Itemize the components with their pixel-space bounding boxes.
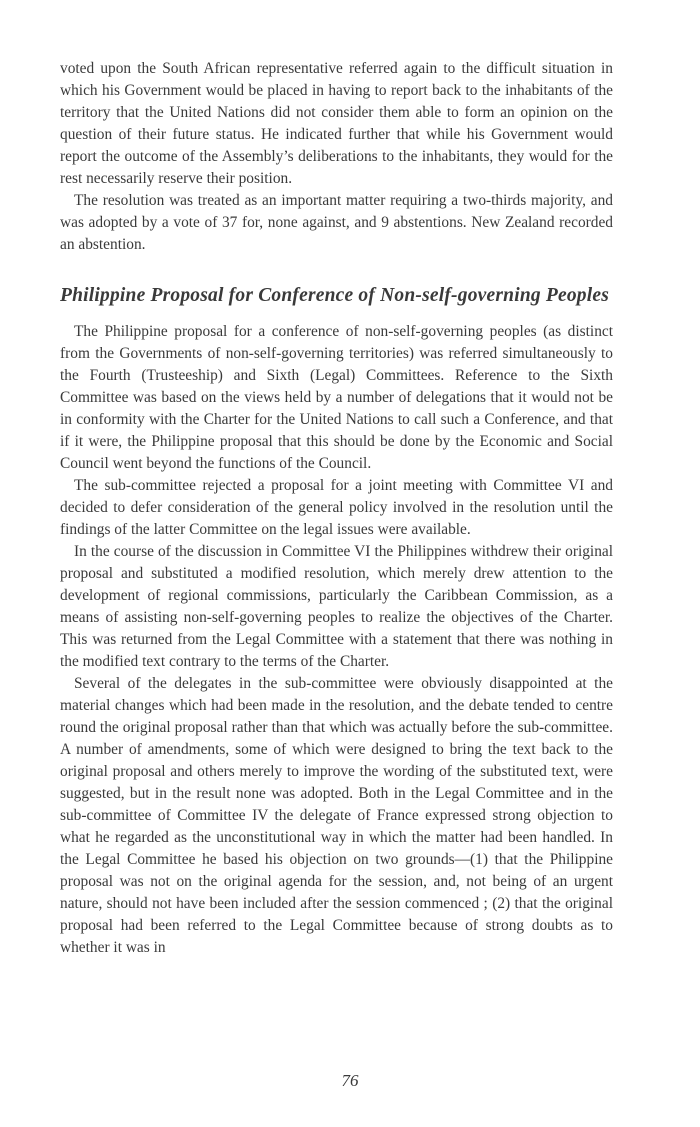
section-heading: Philippine Proposal for Conference of Non-self-governing Peoples: [60, 285, 610, 306]
body-paragraph: The sub-committee rejected a proposal for a joint meeting with Committee VI and decided to defer consideration of the general policy involved in the resolution until the findings of the latter Committee on the legal issues were available.: [60, 477, 613, 538]
document-page: [60, 58, 613, 959]
body-paragraph: The Philippine proposal for a conference of non-self-governing peoples (as distinct from the Governments of non-self-governing territories) was referred simultaneously to the Fourth (Trusteeship) and Sixth (Legal) Committees. Reference to the Sixth Committee was based on the views held by a number of delegations that it would not be in conformity with the Charter for the United Nations to call such a Conference, and that if it were, the Philippine proposal that this should be done by the Economic and Social Council went beyond the functions of the Council.: [60, 323, 613, 472]
page-number: 76: [341, 1071, 359, 1090]
body-paragraph: Several of the delegates in the sub-committee were obviously disappointed at the material changes which had been made in the resolution, and the debate tended to centre round the original proposal rather than that which was actually before the sub-committee. A number of amendments, some of which were designed to bring the text back to the original proposal and others merely to improve the wording of the substituted text, were suggested, but in the result none was adopted. Both in the Legal Committee and in the sub-committee of Committee IV the delegate of France expressed strong objection to what he regarded as the unconstitutional way in which the matter had been handled. In the Legal Committee he based his objection on two grounds—(1) that the Philippine proposal was not on the original agenda for the session, and, not being of an urgent nature, should not have been included after the session commenced ; (2) that the original proposal had been referred to the Legal Committee because of strong doubts as to whether it was in: [60, 675, 613, 956]
body-paragraph: The resolution was treated as an important matter requiring a two-thirds majority, and was adopted by a vote of 37 for, none against, and 9 abstentions. New Zealand recorded an abstention.: [60, 192, 613, 253]
body-paragraph: voted upon the South African representative referred again to the difficult situation in which his Government would be placed in having to report back to the inhabitants of the territory that the United Nations did not consider them able to form an opinion on the question of their future status. He indicated further that while his Government would report the outcome of the Assembly’s deliberations to the inhabitants, they would for the rest necessarily reserve their position.: [60, 60, 613, 187]
body-paragraph: In the course of the discussion in Committee VI the Philippines withdrew their original proposal and substituted a modified resolution, which merely drew attention to the development of regional commissions, particularly the Caribbean Commission, as a means of assisting non-self-governing peoples to realize the objectives of the Charter. This was returned from the Legal Committee with a statement that there was nothing in the modified text contrary to the terms of the Charter.: [60, 543, 613, 670]
